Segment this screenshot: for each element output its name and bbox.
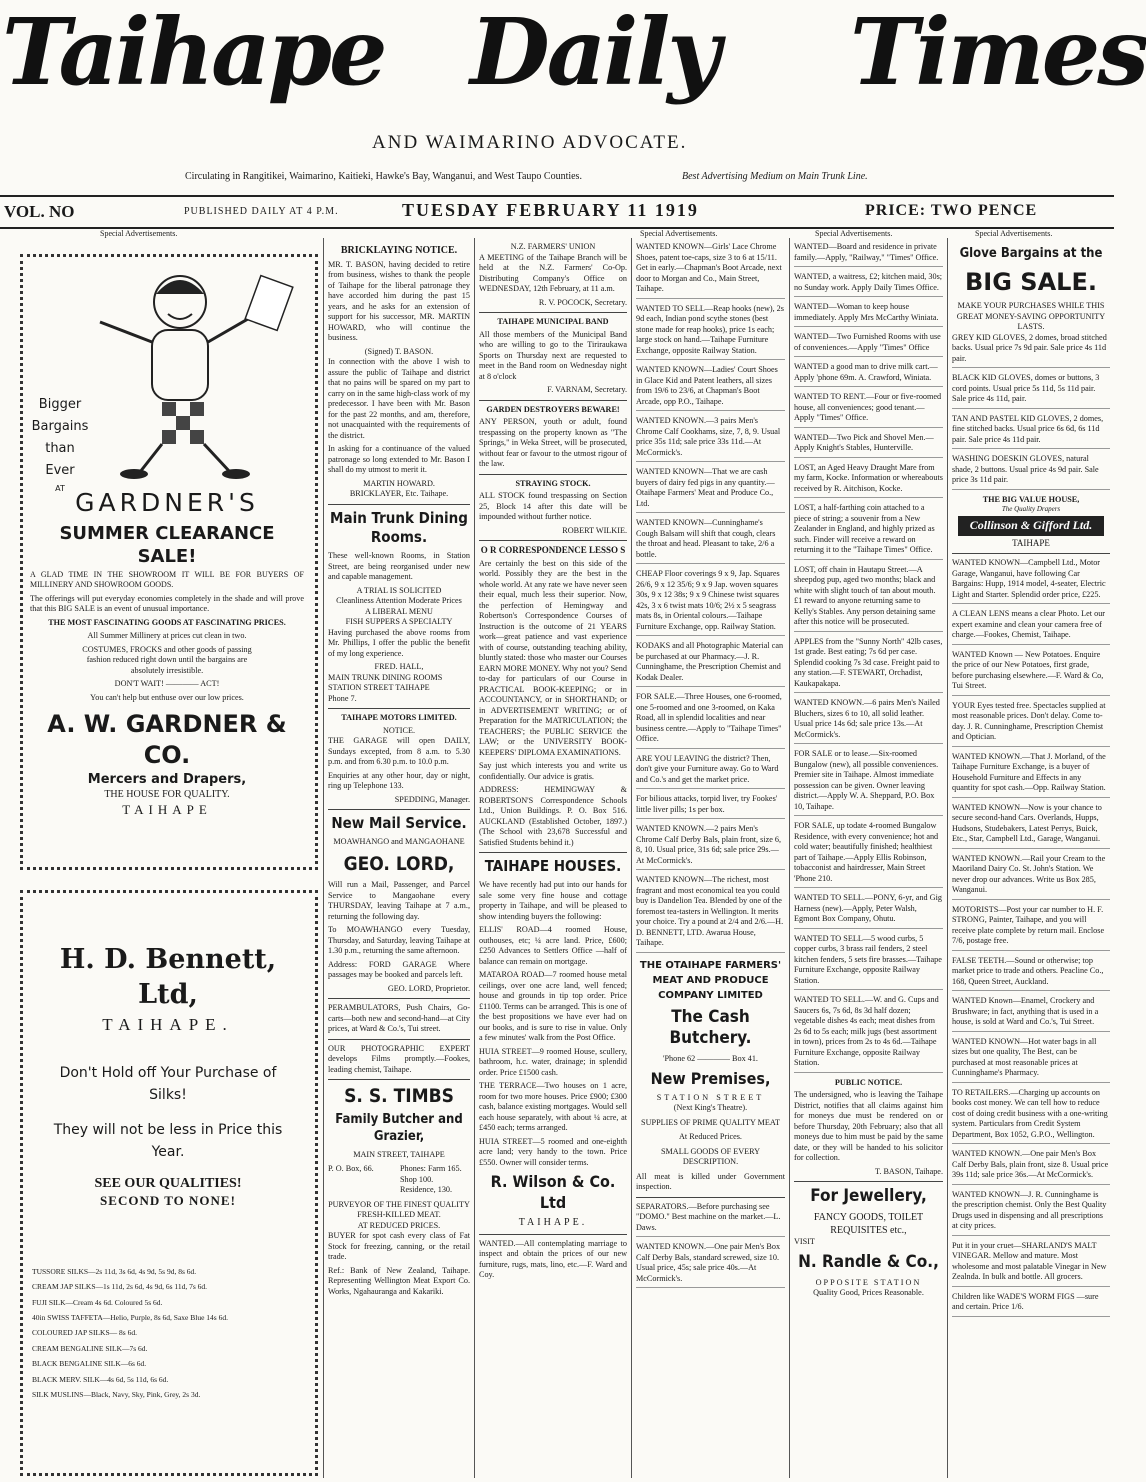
dining-text: MAIN TRUNK DINING ROOMS STATION STREET TAIHAPE — [328, 672, 443, 693]
butchery-kings: (Next King's Theatre). — [673, 1103, 748, 1113]
classified-ad: WANTED—Two Pick and Shovel Men.—Apply Knight's Stables, Hunterville. — [794, 433, 943, 458]
dining-text: A LIBERAL MENU — [365, 606, 433, 616]
mail-sub: MOAWHANGO and MANGAOHANE — [333, 837, 465, 847]
mail-text: GEO. LORD, Proprietor. — [387, 983, 470, 993]
jewellery-goods: FANCY GOODS, TOILET REQUISITES etc., — [813, 1211, 924, 1236]
timbs-subheading: Family Butcher and Grazier, — [335, 1112, 463, 1145]
timbs-text: AT REDUCED PRICES. — [357, 1220, 441, 1230]
silks-headline: Don't Hold off Your Purchase of Silks! — [59, 1064, 277, 1104]
classified-ad: WANTED KNOWN—Now is your chance to secure second-hand Cars. Overlands, Hupps, Hudsons, Studebakers, Latest Perrys, Buick, Etc., Star, Campbell Ltd., Garage, Wanganui. — [952, 803, 1110, 849]
big-value-house: THE BIG VALUE HOUSE, — [982, 494, 1080, 504]
summer-sale-heading: SUMMER CLEARANCE SALE! — [59, 523, 275, 568]
glove-item: WASHING DOESKIN GLOVES, natural shade, 2 buttons. Usual price 4s 9d pair. Sale price 3s 11d pair. — [952, 454, 1110, 490]
masthead-title-daily: Daily — [470, 0, 718, 106]
perambulators-ad: PERAMBULATORS, Push Chairs, Go-carts—both new and second-hand—at City prices, at Ward & Co.'s, Tui street. — [328, 1003, 470, 1034]
classified-ad: WANTED KNOWN—Hot water bags in all sizes but one quality, The Best, can be purchased at most reasonable prices at Cunninghame's Pharmacy. — [952, 1037, 1110, 1083]
silk-item: CREAM BENGALINE SILK—7s 6d. — [32, 1343, 148, 1353]
classified-ad: TO RETAILERS.—Charging up accounts on books cost money. We can tell how to reduce cost of doing credit business with a one-writing system. Particulars from Credit System Department, Box 1052, G.P.O., Wellington. — [952, 1088, 1110, 1145]
glad-time-text: A GLAD TIME IN THE SHOWROOM IT WILL BE FOR BUYERS OF MILLINERY AND SHOWROOM GOODS. — [30, 570, 304, 590]
classified-ad: LOST, a half-farthing coin attached to a piece of string; a souvenir from a New Zealander in England, and highly prized as such. Finder will receive a reward on returning it to the "Taihape Times" Office. — [794, 503, 943, 560]
farmers-union-sig: R. V. POCOCK, Secretary. — [538, 297, 627, 307]
classified-ad: FALSE TEETH.—Sound or otherwise; top market price to trade and others. Peacline Co., 168, Queen Street, Auckland. — [952, 956, 1110, 992]
classified-ad: WANTED KNOWN—Ladies' Court Shoes in Glace Kid and Patent leathers, all sizes from 19/6 to 23/6, at Chapman's Boot Arcade, opp P.O., Taihape. — [636, 365, 785, 411]
timbs-text: PURVEYOR OF THE FINEST QUALITY FRESH-KILLED MEAT. — [328, 1199, 470, 1220]
silk-item: BLACK MERV. SILK—4s 6d, 5s 11d, 6s 6d. — [32, 1374, 169, 1384]
bricklaying-text: MR. T. BASON, having decided to retire from business, wishes to thank the people of Taihape for the liberal patronage they have accorded him during the past 15 years, and he asks for an extension of support for his successor, MR. MARTIN HOWARD, who will continue the business. — [328, 259, 470, 343]
houses-text: We have recently had put into our hands for sale some very fine house and cottage property in Taihape, and will be pleased to show intending buyers the following: — [479, 880, 627, 921]
glove-bargains-heading: Glove Bargains at the — [959, 246, 1103, 261]
motors-text: SPEDDING, Manager. — [394, 794, 470, 804]
glove-item: BLACK KID GLOVES, domes or buttons, 3 cord points. Usual price 5s 11d, 5s 11d pair. Sale price 4s 11d, pair. — [952, 373, 1110, 409]
classified-ad: WANTED TO SELL.—PONY, 6-yr, and Gig Harness (new).—Apply, Peter Walsh, Egmont Box Company, Ohutu. — [794, 893, 943, 929]
classified-ad: WANTED—Board and residence in private family.—Apply, "Railway," "Times" Office. — [794, 242, 943, 267]
classified-ad: SEPARATORS.—Before purchasing see "DOMO." Best machine on the market.—L. Daws. — [636, 1202, 785, 1238]
big-sale-heading: BIG SALE. — [965, 267, 1097, 296]
masthead-title-taihape: Taihape — [2, 0, 385, 106]
classified-ad: MOTORISTS—Post your car number to H. F. STRONG, Painter, Taihape, and you will receive plate complete by return mail. Enclose 7/6, postage free. — [952, 905, 1110, 951]
special-ads-label: Special Advertisements. — [975, 229, 1053, 238]
classified-ad: WANTED KNOWN.—That J. Morland, of the Taihape Furniture Exchange, is a buyer of Household Furniture and Effects in any quantity for spot cash.—Opp. Railway Station. — [952, 752, 1110, 798]
classified-ad: WANTED—Two Furnished Rooms with use of conveniences.—Apply "Times" Office — [794, 332, 943, 357]
dining-text: These well-known Rooms, in Station Street, are being reorganised under new and capable management. — [328, 551, 470, 582]
ever-word: Ever — [45, 463, 75, 479]
classified-ad: Children like WADE'S WORM FIGS —sure and certain. Price 1/6. — [952, 1292, 1110, 1317]
bricklaying-signature: MARTIN HOWARD. — [363, 478, 435, 488]
classified-ad: WANTED TO SELL.—W. and G. Cups and Saucers 6s, 7s 6d, 8s 3d half dozen; vegetable dishes 4s each; meat dishes from 2s 6d to 5s each; milk jugs (best assortment in town), prices from 2s to 4s 6d.—Taihape Furniture Exchange, opposite Railway Station. — [794, 995, 943, 1073]
band-heading: TAIHAPE MUNICIPAL BAND — [497, 317, 609, 326]
wilson-town: TAIHAPE. — [518, 1217, 588, 1229]
dining-text: A TRIAL IS SOLICITED — [356, 585, 442, 595]
gardner-ad — [30, 262, 304, 858]
bricklaying-text: In connection with the above I wish to assure the public of Taihape and district that no pains will be spared on my part to carry on in the same high-class work of my predecessor. I have been with Mr. Bason for the past 22 months, and am, therefore, not unacquainted with the requirements of the district. — [328, 357, 470, 440]
column-rule — [947, 238, 948, 1478]
gardners-heading: GARDNER'S — [75, 488, 259, 517]
butchery-inspection: All meat is killed under Government inspection. — [636, 1171, 785, 1192]
millinery-text: All Summer Millinery at prices cut clean in two. — [87, 631, 247, 641]
column-4 — [636, 242, 785, 1478]
classified-ad: WANTED KNOWN.—Rail your Cream to the Maoriland Dairy Co. St. John's Station. We never drop our advances. Write us Box 285, Wanganui. — [952, 854, 1110, 900]
classified-ad: WANTED Known — New Potatoes. Enquire the price of our New Potatoes, first grade, before purchasing elsewhere.—F. Ward & Co, Tui Street. — [952, 650, 1110, 696]
band-text: All those members of the Municipal Band who are willing to go to the Tiriraukawa Sports on Thursday next are requested to meet in the Band room on Wednesday night at 8 o'clock — [479, 329, 627, 381]
dining-text: Cleanliness Attention Moderate Prices — [336, 596, 462, 606]
band-sig: F. VARNAM, Secretary. — [547, 385, 627, 394]
column-3 — [479, 242, 627, 1478]
dining-text: Having purchased the above rooms from Mr. Phillips, I offer the public the benefit of my long experience. — [328, 627, 470, 658]
new-premises-heading: New Premises, — [650, 1068, 771, 1088]
public-notice-text: The undersigned, who is leaving the Taihape District, notifies that all claims against him for moneys due must be rendered on or before Thursday, 20th February; also that all moneys due to him must be paid by the same date, or they will be handed to his solicitor for collection. — [794, 1090, 943, 1162]
butchery-supplies: SUPPLIES OF PRIME QUALITY MEAT — [641, 1117, 780, 1127]
column-5 — [794, 242, 943, 1478]
furniture-wanted: WANTED.—All contemplating marriage to inspect and obtain the prices of our new furniture, rugs, mats, lino, etc.—F. Ward and Coy. — [479, 1238, 627, 1280]
randle-location: OPPOSITE STATION — [815, 1277, 922, 1287]
dining-rooms-heading: Main Trunk Dining Rooms. — [330, 508, 468, 546]
classified-ad: WANTED—Woman to keep house immediately. Apply Mrs McCarthy Winiata. — [794, 302, 943, 327]
butchery-phone: 'Phone 62 ———— Box 41. — [663, 1054, 758, 1063]
column-rule — [474, 238, 475, 1478]
classified-ad: Put it in your cruet—SHARLAND'S MALT VINEGAR. Mellow and mature. Most wholesome and most palatable Vinegar in New Zealnda. In bulk and bottle. All grocers. — [952, 1241, 1110, 1287]
gardner-company-name: A. W. GARDNER & CO. — [47, 710, 287, 769]
silk-item: CREAM JAP SILKS—1s 11d, 2s 6d, 4s 9d, 6s 11d, 7s 6d. — [32, 1282, 208, 1292]
classified-ad: WANTED KNOWN.—One pair Men's Box Calf Derby Bals, plain front, size 8. Usual price 39s 11d; sale price 36s.—At McCormick's. — [952, 1149, 1110, 1185]
jewellery-visit: VISIT — [794, 1237, 815, 1247]
classified-ad: FOR SALE.—Three Houses, one 6-roomed, one 5-roomed and one 3-roomed, on Kaka Road, all in splendid localities and near business centre.—Apply to "Taihape Times" Office. — [636, 692, 785, 749]
costumes-text: COSTUMES, FROCKS and other goods of passing fashion reduced right down until the bargains are absolutely irresistible. — [82, 644, 252, 675]
houses-text: ELLIS' ROAD—4 roomed House, outhouses, etc; ¼ acre land. Price, £600; £250 Advances to Settlers Office —half of balance can remain on mortgage. — [479, 925, 627, 966]
classified-ad: WANTED, a waitress, £2; kitchen maid, 30s; no Sunday work. Apply Daily Times Office. — [794, 272, 943, 297]
published-note: PUBLISHED DAILY AT 4 P.M. — [184, 206, 339, 217]
special-ads-label: Special Advertisements. — [815, 229, 893, 238]
mail-text: Will run a Mail, Passenger, and Parcel Service to Mangaohane every THURSDAY, leaving Taihape at 7 a.m., returning the following day. — [328, 880, 470, 921]
masthead — [0, 0, 1146, 200]
houses-text: HUIA STREET—9 roomed House, scullery, bathroom, h.c. water, drainage; in splendid order. Price £1500 cash. — [479, 1046, 627, 1077]
classified-ad: WANTED Known—Enamel, Crockery and Brushware; in fact, anything that is used in a house, is sold at Ward and Co.'s, Tui Street. — [952, 996, 1110, 1032]
classified-ad: WANTED KNOWN—Cunninghame's Cough Balsam will shift that cough, clears the throat and head. Pleasant to take, 2/6 a bottle. — [636, 518, 785, 564]
dont-wait-text: DON'T WAIT! ———— ACT! — [114, 679, 220, 689]
masthead-title-times: Times — [850, 0, 1146, 106]
at-word: AT — [55, 484, 65, 494]
column-rule — [323, 238, 324, 1478]
motors-heading: TAIHAPE MOTORS LIMITED. — [341, 713, 457, 723]
motors-text: Enquiries at any other hour, day or night, ring up Telephone 133. — [328, 770, 470, 791]
correspondence-text: Are certainly the best on this side of the world. Possibly they are the best in the whole world. At any rate we have never seen their equal, much less their superior. Now, the perfection of Hemingway and Robertson's Correspondence Courses of Instruction is the outcome of 21 YEARS work—great patience and vast experience with of course, outstanding teaching ability, bluntly stated: those who master our Courses EARN MORE MONEY. Why not you? Send to-day for particulars of our Course in PRACTICAL BOOK-KEEPING; or in ACCOUNTANCY, or in SHORTHAND; or in ADVERTISEMENT WRITING; or of Preparation for the MATRICULATION; the TEACHERS'; the PUBLIC SERVICE the LAW; or the UNIVERSITY BOOK-KEEPERS' DIPLOMA EXAMINATIONS. — [479, 558, 627, 757]
classified-ad: WANTED KNOWN.—3 pairs Men's Chrome Calf Cookhams, size, 7, 8, 9. Usual price 35s 11d; sale price 33s 11d.—At McCormick's. — [636, 416, 785, 462]
offerings-text: The offerings will put everyday economies completely in the shade and will prove that this BIG SALE is an event of unusual importance. — [30, 593, 304, 614]
bricklaying-signature: BRICKLAYER, Etc. Taihape. — [349, 489, 449, 499]
masthead-best-medium: Best Advertising Medium on Main Trunk Line. — [682, 171, 868, 182]
motors-notice: NOTICE. — [382, 725, 416, 735]
than-word: than — [45, 441, 75, 457]
silk-price-list — [32, 1264, 304, 1402]
dateline-bar — [0, 195, 1114, 229]
big-sale-intro: MAKE YOUR PURCHASES WHILE THIS GREAT MONEY-SAVING OPPORTUNITY LASTS. — [956, 301, 1106, 332]
geo-lord-heading: GEO. LORD, — [343, 852, 455, 875]
classified-ad: WANTED TO RENT.—Four or five-roomed house, all conveniences; good tenant.—Apply "Times" Office. — [794, 392, 943, 428]
classified-ad: CHEAP Floor coverings 9 x 9, Jap. Squares 26/6, 9 x 12 35/6; 9 x 9 Jap. woven squares 30s, 9 x 12 38s; 9 x 9 Chinese twist squares 42s, 3 x 6 twist mats 10/6; 2½ x 5 seagrass mats 8s, in Oriental colours.—Taihape Furniture Exchange, opp. Railway Station. — [636, 569, 785, 636]
straying-sig: ROBERT WILKIE. — [562, 525, 627, 535]
classified-ad: YOUR Eyes tested free. Spectacles supplied at most reasonable prices. Don't delay. Come to-day. J. R. Cunninghame, Prescription Chemist and Optician. — [952, 701, 1110, 747]
second-to-none: SECOND TO NONE! — [100, 1193, 236, 1209]
column-rule — [631, 238, 632, 1478]
quality-drapers: The Quality Drapers — [1001, 505, 1061, 514]
classified-ad: LOST, off chain in Hautapu Street.—A sheepdog pup, aged two months; black and white with slight touch of tan about mouth. £1 reward to anyone returning same to Kelly's Stables. Any person detaining same after this notice will be prosecuted. — [794, 565, 943, 632]
dining-text: FISH SUPPERS A SPECIALTY — [345, 617, 453, 627]
gardner-town: TAIHAPE — [122, 801, 212, 817]
bigger-word: Bigger — [38, 397, 82, 412]
houses-heading: TAIHAPE HOUSES. — [484, 857, 622, 876]
timbs-phones: Phones: Farm 165. Shop 100. Residence, 130. — [400, 1164, 462, 1195]
masthead-circulating: Circulating in Rangitikei, Waimarino, Kaitieki, Hawke's Bay, Wanganui, and West Taupo Counties. — [185, 171, 582, 182]
classified-ad: WANTED KNOWN—The richest, most fragrant and most economical tea you could buy is Dandelion Tea. Blended by one of the foremost tea-tasters in Wellington. It merits your choice. Try a pound at 2/4 and 2/6.—H. D. BENNETT, LTD. Awarua House, Taihape. — [636, 875, 785, 953]
classified-ad: WANTED KNOWN.—One pair Men's Box Calf Derby Bals, standard screwed, size 10. Usual price, 45s; sale price 40s.—At McCormick's. — [636, 1242, 785, 1288]
classified-ad: LOST, an Aged Heavy Draught Mare from my farm, Kocke. Information or whereabouts received by R. Aitchison, Kocke. — [794, 463, 943, 499]
collinson-logo: Collinson & Gifford Ltd. — [958, 516, 1104, 535]
silk-item: 40in SWISS TAFFETA—Helio, Purple, 8s 6d, Saxe Blue 14s 6d. — [32, 1313, 228, 1323]
classified-ad: WANTED KNOWN—Campbell Ltd., Motor Garage, Wanganui, have following Car Bargains: Hupp, 1914 model, 4-seater, Electric Light and Starter. Splendid order price, £225. — [952, 558, 1110, 604]
classified-ad: ARE YOU LEAVING the district? Then, don't give your Furniture away. Go to Ward and Co.'s and get the market price. — [636, 754, 785, 790]
public-notice-heading: PUBLIC NOTICE. — [834, 1077, 903, 1087]
special-ads-label: Special Advertisements. — [640, 229, 718, 238]
classified-ad: FOR SALE, up todate 4-roomed Bungalow Residence, with every convenience; hot and cold water; beautifully finished; healthiest part of Taihape.—Apply Ellis Robinson, tobacconist and hairdresser, Main Street 'Phone 210. — [794, 821, 943, 888]
column-rule — [789, 238, 790, 1478]
wilson-heading: R. Wilson & Co. Ltd — [490, 1172, 616, 1212]
classified-ad: For bilious attacks, torpid liver, try Fookes' little liver pills; 1s per box. — [636, 794, 785, 819]
price-headline: They will not be less in Price this Year. — [53, 1121, 283, 1161]
timbs-heading: S. S. TIMBS — [344, 1085, 454, 1108]
otaihape-heading: THE OTAIHAPE FARMERS' MEAT AND PRODUCE COMPANY LIMITED — [639, 959, 782, 1001]
butchery-reduced: At Reduced Prices. — [679, 1132, 742, 1142]
garden-text: ANY PERSON, youth or adult, found trespassing on the property known as "The Springs," in Weka Street, will be prosecuted, without fear or favour to the utmost rigour of the law. — [479, 417, 627, 468]
timbs-text: Ref.: Bank of New Zealand, Taihape. Representing Wellington Meat Export Co. Works, Ngahauranga and Kakariki. — [328, 1265, 470, 1296]
cash-butchery-heading: The Cash Butchery. — [669, 1006, 752, 1049]
silk-item: SILK MUSLINS—Black, Navy, Sky, Pink, Grey, 2s 3d. — [32, 1389, 201, 1399]
dining-text: FRED. HALL, — [374, 662, 424, 672]
jewellery-heading: For Jewellery, — [810, 1186, 927, 1206]
masthead-subtitle: AND WAIMARINO ADVOCATE. — [372, 132, 688, 153]
timbs-address: MAIN STREET, TAIHAPE — [353, 1149, 445, 1159]
see-qualities: SEE OUR QUALITIES! — [94, 1176, 242, 1192]
classified-ad: WANTED KNOWN—J. R. Cunninghame is the prescription chemist. Only the Best Quality Drugs used in dispensing and all prescriptions at city prices. — [952, 1190, 1110, 1236]
classified-ad: KODAKS and all Photographic Material can be purchased at our Pharmacy.—J. R. Cunninghame, the Prescription Chemist and Kodak Dealer. — [636, 641, 785, 687]
bricklaying-heading: BRICKLAYING NOTICE. — [340, 245, 458, 256]
houses-text: THE TERRACE—Two houses on 1 acre, room for two more houses. Price £900; £300 cash, balance existing mortgages. Would sell each house separately, with about ¼ acre, at £450 each; terms arranged. — [479, 1081, 627, 1133]
mail-service-heading: New Mail Service. — [331, 814, 467, 833]
timbs-box: P. O. Box, 66. — [328, 1164, 374, 1174]
issue-date: TUESDAY FEBRUARY 11 1919 — [402, 200, 699, 220]
silk-item: BLACK BENGALINE SILK—6s 6d. — [32, 1359, 147, 1369]
mail-text: Address: FORD GARAGE Where passages may be booked and parcels left. — [328, 959, 470, 980]
houses-text: MATAROA ROAD—7 roomed house metal ceilings, over one acre land, well fenced; house and grounds in tip top order. Price £1100. Terms can be arranged. This is one of the best propositions we have ever had on our books, and is sure to rise in value. Only a few minutes' walk from the Post Office. — [479, 970, 627, 1043]
mercers-text: Mercers and Drapers, — [87, 772, 247, 788]
classified-ad: A CLEAN LENS means a clear Photo. Let our expert examine and clean your camera free of charge.—Fookes, Chemist, Taihape. — [952, 609, 1110, 645]
butchery-small-goods: SMALL GOODS OF EVERY DESCRIPTION. — [660, 1146, 761, 1167]
classified-ad: FOR SALE or to lease.—Six-roomed Bungalow (new), all possible conveniences. Premier site in Taihape. Almost immediate possession can be given. Owner leaving district.—Apply W. A. Sheppard, P.O. Box 10, Taihape. — [794, 749, 943, 816]
classified-ad: APPLES from the "Sunny North" 42lb cases, 1st grade. Best eating; 7s 6d per case. Splendid cooking 7s 3d case. Freight paid to any station.—F. STEWART, Orchadist, Kaukapakapa. — [794, 637, 943, 694]
gardner-illustration — [30, 262, 304, 494]
butchery-street: STATION STREET — [656, 1092, 765, 1102]
low-prices-text: You can't help but enthuse over our low prices. — [90, 692, 244, 702]
issue-price: PRICE: TWO PENCE — [865, 202, 1038, 219]
classified-ad: WANTED a good man to drive milk cart.—Apply 'phone 69m. A. Crawford, Winiata. — [794, 362, 943, 387]
bennett-ad — [32, 940, 304, 1462]
timbs-text: BUYER for spot cash every class of Fat Stock for freezing, canning, or the retail trade. — [328, 1231, 470, 1262]
special-ads-label: Special Advertisements. — [100, 229, 178, 238]
classified-ad: WANTED KNOWN.—6 pairs Men's Nailed Bluchers, sizes 6 to 10, all solid leather. Usual price 14s 6d; sale price 13s.—At McCormick's. — [794, 698, 943, 744]
collinson-town: TAIHAPE — [1012, 537, 1050, 548]
classified-ad: WANTED TO SELL—Reap hooks (new), 2s 9d each, Indian pond scythe stones (best stone made for reap hooks), price 1s each; large stock on hand.—Taihape Furniture Exchange, opposite Railway Station. — [636, 304, 785, 361]
silk-item: FUJI SILK—Cream 4s 6d. Coloured 5s 6d. — [32, 1297, 163, 1307]
house-quality-text: THE HOUSE FOR QUALITY. — [104, 789, 230, 801]
bargains-word: Bargains — [31, 419, 89, 435]
farmers-union-text: A MEETING of the Taihape Branch will be held at the N.Z. Farmers' Co-Op. Distributing Company's Office on WEDNESDAY, 12th February, at 11 a.m. — [479, 252, 627, 293]
motors-text: THE GARAGE will open DAILY, Sundays excepted, from 8 a.m. to 5.30 p.m. and from 6.30 p.m. to 10.0 p.m. — [328, 736, 470, 767]
garden-heading: GARDEN DESTROYERS BEWARE! — [486, 404, 620, 414]
volume-number: VOL. NO — [4, 202, 75, 221]
correspondence-text: Say just which interests you and write us confidentially. Our advice is gratis. — [479, 761, 627, 781]
photographic-ad: OUR PHOTOGRAPHIC EXPERT develops Films promptly.—Fookes, leading chemist, Taihape. — [328, 1043, 470, 1074]
silk-item: COLOURED JAP SILKS— 8s 6d. — [32, 1328, 137, 1338]
randle-quality: Quality Good, Prices Reasonable. — [813, 1288, 924, 1298]
classified-ad: WANTED KNOWN.—2 pairs Men's Chrome Calf Derby Bals, plain front, size 6, 8, 10. Usual price, 31s 6d; sale price 29s.—At McCormick's. — [636, 824, 785, 870]
bennett-company-name: H. D. Bennett, Ltd, — [59, 944, 277, 1010]
straying-heading: STRAYING STOCK. — [515, 478, 591, 488]
column-6 — [952, 242, 1110, 1478]
mail-text: To MOAWHANGO every Tuesday, Thursday, and Saturday, leaving Taihape at 1.30 p.m., returning the same afternoon. — [328, 925, 470, 956]
dining-text: Phone 7. — [328, 693, 357, 703]
classified-ad: WANTED KNOWN—That we are cash buyers of dairy fed pigs in any quantity.—Otaihape Farmers' Meat and Produce Co., Ltd. — [636, 467, 785, 513]
glove-item: GREY KID GLOVES, 2 domes, broad stitched backs. Usual price 7s 9d pair. Sale price 4s 11d pair. — [952, 333, 1110, 369]
glove-item: TAN AND PASTEL KID GLOVES, 2 domes, fine stitched backs. Usual price 6s 6d, 6s 11d pair. Sale price 4s 11d pair. — [952, 414, 1110, 450]
public-notice-sig: T. BASON, Taihape. — [874, 1166, 943, 1176]
bricklaying-text: In asking for a continuance of the valued patronage so long extended to Mr. Bason I shall do my utmost to merit it. — [328, 444, 470, 475]
straying-text: ALL STOCK found trespassing on Section 25, Block 14 after this date will be impounded without further notice. — [479, 491, 627, 521]
classified-ad: WANTED TO SELL—5 wood curbs, 5 copper curbs, 3 brass rail fenders, 2 steel kitchen fenders, 5 sets fire brasses.—Taihape Furniture Exchange, opposite Railway Station. — [794, 934, 943, 991]
bricklaying-signed: (Signed) T. BASON. — [364, 346, 434, 356]
bennett-town: TAIHAPE. — [102, 1015, 234, 1035]
classified-ad: WANTED KNOWN—Girls' Lace Chrome Shoes, patent toe-caps, size 3 to 6 at 15/11. Get in early.—Chapman's Boot Arcade, next door to Morgan and Co., Main Street, Taihape. — [636, 242, 785, 299]
fascinating-text: THE MOST FASCINATING GOODS AT FASCINATING PRICES. — [48, 617, 286, 627]
farmers-union-heading: N.Z. FARMERS' UNION — [510, 242, 596, 251]
correspondence-heading: O R CORRESPONDENCE LESSO S — [480, 545, 626, 555]
randle-heading: N. Randle & Co., — [798, 1251, 939, 1272]
column-2 — [328, 242, 470, 1478]
silk-item: TUSSORE SILKS—2s 11d, 3s 6d, 4s 9d, 5s 9d, 8s 6d. — [32, 1266, 197, 1276]
correspondence-text: ADDRESS: HEMINGWAY & ROBERTSON'S Correspondence Schools Ltd., Union Buildings. P. O. Box 516. AUCKLAND (Established October, 1897.) (The School with 23,678 Successful and Satisfied Students behind it.) — [479, 785, 627, 847]
houses-text: HUIA STREET—5 roomed and one-eighth acre land; very handy to the town. Price £550. Owner will consider terms. — [479, 1136, 627, 1167]
